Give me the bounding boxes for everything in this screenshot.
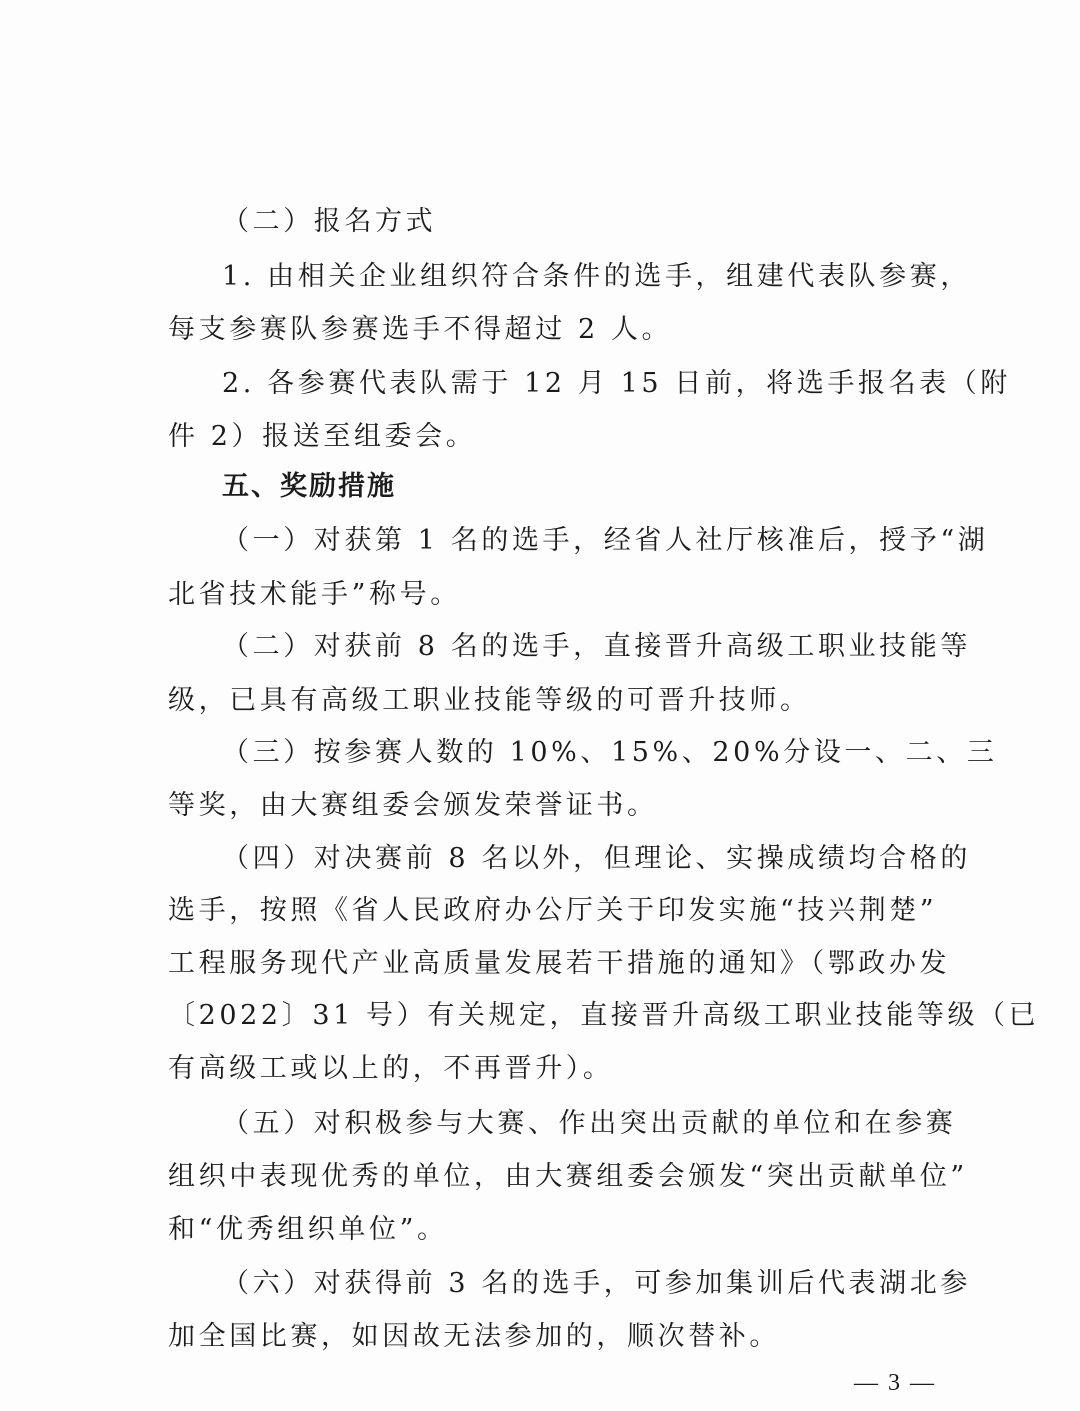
document-line: 1. 由相关企业组织符合条件的选手，组建代表队参赛， [222,261,971,292]
document-line: 级，已具有高级工职业技能等级的可晋升技师。 [168,685,811,716]
section-heading: 五、奖励措施 [222,471,396,502]
document-line: （三）按参赛人数的 10%、15%、20%分设一、二、三 [222,737,998,768]
document-line: 〔2022〕31 号）有关规定，直接晋升高级工职业技能等级（已 [168,1000,1040,1031]
document-line: 有高级工或以上的，不再晋升）。 [168,1053,614,1084]
document-line: （四）对决赛前 8 名以外，但理论、实操成绩均合格的 [222,843,971,874]
document-line: 加全国比赛，如因故无法参加的，顺次替补。 [168,1321,780,1352]
document-line: 组织中表现优秀的单位，由大赛组委会颁发“突出贡献单位” [168,1161,968,1192]
document-line: 和“优秀组织单位”。 [168,1214,448,1245]
page-number: — 3 — [854,1370,936,1396]
document-line: （五）对积极参与大赛、作出突出贡献的单位和在参赛 [222,1108,957,1139]
document-line: （一）对获第 1 名的选手，经省人社厅核准后，授予“湖 [222,525,989,556]
document-line: 北省技术能手”称号。 [168,579,461,610]
document-line: 工程服务现代产业高质量发展若干措施的通知》（鄂政办发 [168,948,951,979]
document-line: （六）对获得前 3 名的选手，可参加集训后代表湖北参 [222,1268,971,1299]
document-line: 每支参赛队参赛选手不得超过 2 人。 [168,314,673,345]
document-line: （二）报名方式 [222,206,437,237]
document-line: 件 2）报送至组委会。 [168,421,477,452]
document-line: 选手，按照《省人民政府办公厅关于印发实施“技兴荆楚” [168,895,938,926]
document-line: （二）对获前 8 名的选手，直接晋升高级工职业技能等 [222,631,971,662]
document-line: 2. 各参赛代表队需于 12 月 15 日前，将选手报名表（附 [222,368,1011,399]
document-line: 等奖，由大赛组委会颁发荣誉证书。 [168,790,658,821]
